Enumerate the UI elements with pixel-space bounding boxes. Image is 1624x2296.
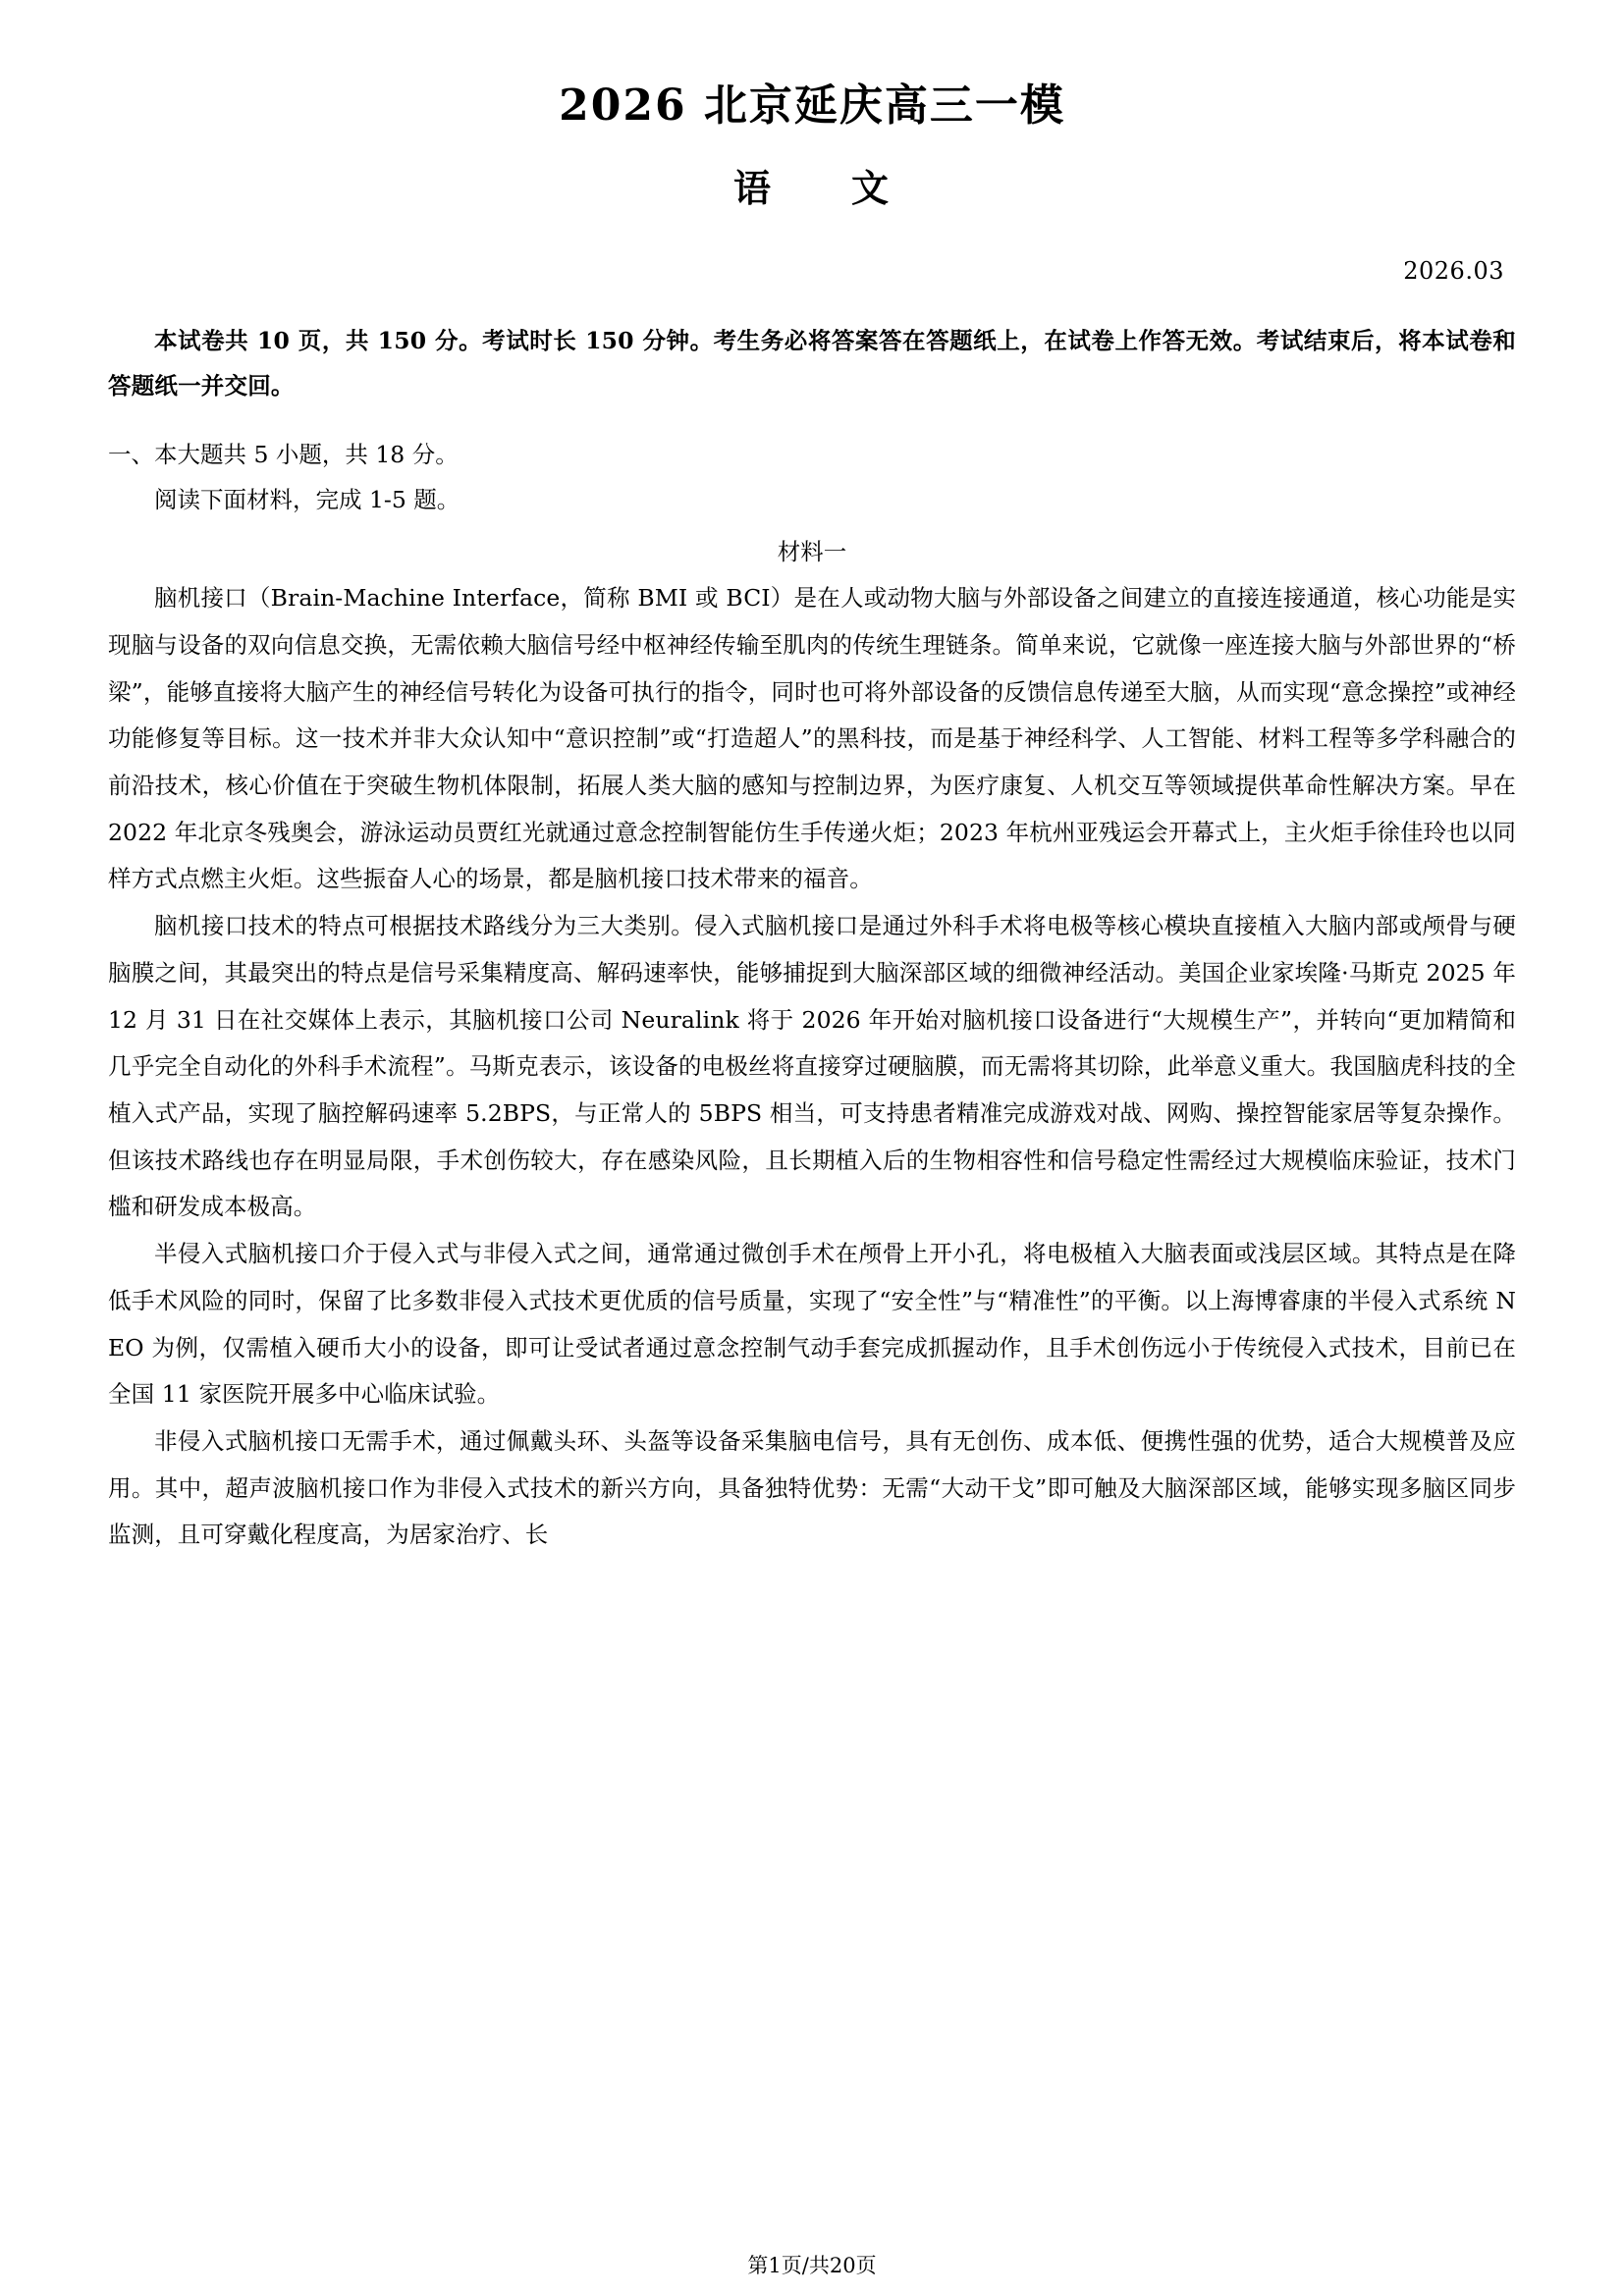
subject-subtitle: 语 文: [732, 165, 891, 210]
body-paragraph: 非侵入式脑机接口无需手术，通过佩戴头环、头盔等设备采集脑电信号，具有无创伤、成本低、便携性强的优势，适合大规模普及应用。其中，超声波脑机接口作为非侵入式技术的新兴方向，具备独特优势：无需“大动干戈”即可触及大脑深部区域，能够实现多脑区同步监测，且可穿戴化程度高，为居家治疗、长: [108, 1426, 1516, 1549]
page-title: 2026 北京延庆高三一模: [559, 80, 1065, 131]
section-instruction: 阅读下面材料，完成 1-5 题。: [154, 485, 460, 513]
material-label: 材料一: [777, 538, 847, 566]
page-footer: 第1页/共20页: [747, 2253, 877, 2277]
body-paragraph: 脑机接口技术的特点可根据技术路线分为三大类别。侵入式脑机接口是通过外科手术将电极等核心模块直接植入大脑内部或颅骨与硬脑膜之间，其最突出的特点是信号采集精度高、解码速率快，能够捕捉到大脑深部区域的细微神经活动。美国企业家埃隆·马斯克 2025 年 12 月 31 日在社交媒体上表示，其脑机接口公司 Neuralink 将于 2026 年开始对脑机接口设备进行“大规模生产”，并转向“更加精简和几乎完全自动化的外科手术流程”。马斯克表示，该设备的电极丝将直接穿过硬脑膜，而无需将其切除，此举意义重大。我国脑虎科技的全植入式产品，实现了脑控解码速率 5.2BPS，与正常人的 5BPS 相当，可支持患者精准完成游戏对战、网购、操控智能家居等复杂操作。但该技术路线也存在明显局限，手术创伤较大，存在感染风险，且长期植入后的生物相容性和信号稳定性需经过大规模临床验证，技术门槛和研发成本极高。: [108, 912, 1516, 1221]
exam-date: 2026.03: [1403, 257, 1504, 286]
body-paragraph: 脑机接口（Brain-Machine Interface，简称 BMI 或 BCI）是在人或动物大脑与外部设备之间建立的直接连接通道，核心功能是实现脑与设备的双向信息交换，无需依赖大脑信号经中枢神经传输至肌肉的传统生理链条。简单来说，它就像一座连接大脑与外部世界的“桥梁”，能够直接将大脑产生的神经信号转化为设备可执行的指令，同时也可将外部设备的反馈信息传递至大脑，从而实现“意念操控”或神经功能修复等目标。这一技术并非大众认知中“意识控制”或“打造超人”的黑科技，而是基于神经科学、人工智能、材料工程等多学科融合的前沿技术，核心价值在于突破生物机体限制，拓展人类大脑的感知与控制边界，为医疗康复、人机交互等领域提供革命性解决方案。早在 2022 年北京冬残奥会，游泳运动员贾红光就通过意念控制智能仿生手传递火炬；2023 年杭州亚残运会开幕式上，主火炬手徐佳玲也以同样方式点燃主火炬。这些振奋人心的场景，都是脑机接口技术带来的福音。: [108, 584, 1516, 893]
body-paragraph: 半侵入式脑机接口介于侵入式与非侵入式之间，通常通过微创手术在颅骨上开小孔，将电极植入大脑表面或浅层区域。其特点是在降低手术风险的同时，保留了比多数非侵入式技术更优质的信号质量，实现了“安全性”与“精准性”的平衡。以上海博睿康的半侵入式系统 NEO 为例，仅需植入硬币大小的设备，即可让受试者通过意念控制气动手套完成抓握动作，且手术创伤远小于传统侵入式技术，目前已在全国 11 家医院开展多中心临床试验。: [108, 1240, 1516, 1409]
exam-notice: 本试卷共 10 页，共 150 分。考试时长 150 分钟。考生务必将答案答在答题纸上，在试卷上作答无效。考试结束后，将本试卷和答题纸一并交回。: [108, 327, 1516, 400]
section-heading: 一、本大题共 5 小题，共 18 分。: [108, 440, 459, 468]
